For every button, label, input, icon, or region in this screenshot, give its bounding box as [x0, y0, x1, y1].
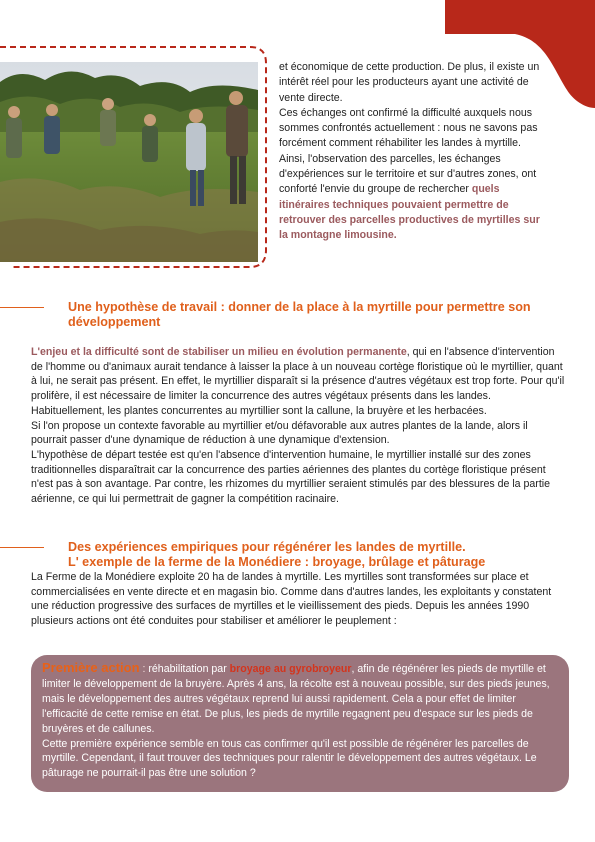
first-action-box	[31, 655, 569, 792]
intro-text-run: Ainsi, l'observation des parcelles, les échanges d'expériences sur le territoire et sur d'autres zones, ont conforté l'envie du groupe de rechercher	[279, 152, 537, 196]
section-rule	[0, 547, 44, 548]
field-group-photo	[0, 62, 258, 262]
heading-line: L' exemple de la ferme de la Monédiere : broyage, brûlage et pâturage	[68, 555, 486, 569]
intro-highlight: quels itinéraires techniques pouvaient permettre de retrouver des parcelles productives de myrtilles sur la montagne limousine.	[279, 183, 540, 242]
box-paragraph: Cette première expérience semble en tous cas confirmer qu'il est possible de régénérer les parcelles de myrtille. Cependant, il faut trouver des techniques pour ralentir le développement des autres végétaux. Le pâturage ne pourrait-il pas être une solution ?	[42, 737, 537, 780]
section-body	[31, 345, 565, 507]
intro-text	[279, 60, 547, 244]
box-text-run: , afin de régénérer les pieds de myrtille et limiter le développement de la bruyère. Après 4 ans, la récolte est à nouveau possible, sur des pieds jeunes, mais le développement des autres végétaux reprend lui aussi rapidement. Cela a pour effet de limiter l'efficacité de cette remise en état. De plus, les pieds de myrtille regagnent peu d'espace sur les pieds de bruyères et de callunes.	[42, 663, 550, 735]
box-title: Première action	[42, 660, 140, 675]
intro-paragraph	[279, 152, 547, 244]
body-paragraph	[31, 345, 565, 419]
intro-paragraph: Ces échanges ont confirmé la difficulté auxquels nous sommes confrontés actuellement : nous ne savons pas forcément comment réhabiliter les landes à myrtille.	[279, 106, 538, 150]
box-highlight: broyage au gyrobroyeur	[229, 663, 352, 675]
box-text-run: réhabilitation par	[148, 663, 230, 675]
box-paragraph	[42, 661, 557, 737]
section-body	[31, 570, 565, 629]
lead-highlight: L'enjeu et la difficulté sont de stabiliser un milieu en évolution permanente	[31, 346, 407, 358]
body-paragraph: Si l'on propose un contexte favorable au myrtillier et/ou défavorable aux autres plantes de la lande, alors il pourrait passer d'une dynamique de réduction à une dynamique d'extension.	[31, 419, 528, 447]
section-rule	[0, 307, 44, 308]
box-separator: :	[139, 663, 149, 675]
body-paragraph: La Ferme de la Monédiere exploite 20 ha de landes à myrtille. Les myrtilles sont transformées sur place et commercialisées en vente directe et en magasin bio. Comme dans d'autres landes, les exploitants y constatent une réduction progressive des surfaces de myrtilles et le vieillissement des pieds. Depuis les années 1990 plusieurs actions ont été conduites pour stabiliser et améliorer le peuplement :	[31, 571, 552, 628]
section-heading: Une hypothèse de travail : donner de la place à la myrtille pour permettre son développement	[68, 300, 531, 329]
heading-line: Des expériences empiriques pour régénérer les landes de myrtille.	[68, 540, 466, 554]
body-paragraph: L'hypothèse de départ testée est qu'en l'absence d'intervention humaine, le myrtillier installé sur des zones traditionnelles disparaîtrait car la concurrence des parties aériennes des plantes du cortège floristique présent n'est pas à son avantage. Par contre, les rhizomes du myrtillier seraient stimulés par des blessures de la partie aérienne, ce qui lui permettrait de gagner la compétition racinaire.	[31, 448, 551, 506]
intro-paragraph: et économique de cette production. De plus, il existe un intérêt réel pour les producteurs ayant une activité de vente directe.	[279, 61, 540, 104]
body-text-run: , qui en l'absence d'intervention de l'homme ou d'animaux aurait tendance à laisser la place à un nouveau cortège floristique où le myrtillier, quant à lui, ne serait pas présent. En effet, le myrtillier disparaît si la présence d'autres végétaux est trop forte. Pour qu'il prolifère, il est nécessaire de limiter la concurrence des autres végétaux présents dans les landes. Habituellement, les plantes concurrentes au myrtillier sont la callune, la bruyère et les herbacées.	[31, 346, 565, 417]
section-heading	[68, 540, 568, 570]
